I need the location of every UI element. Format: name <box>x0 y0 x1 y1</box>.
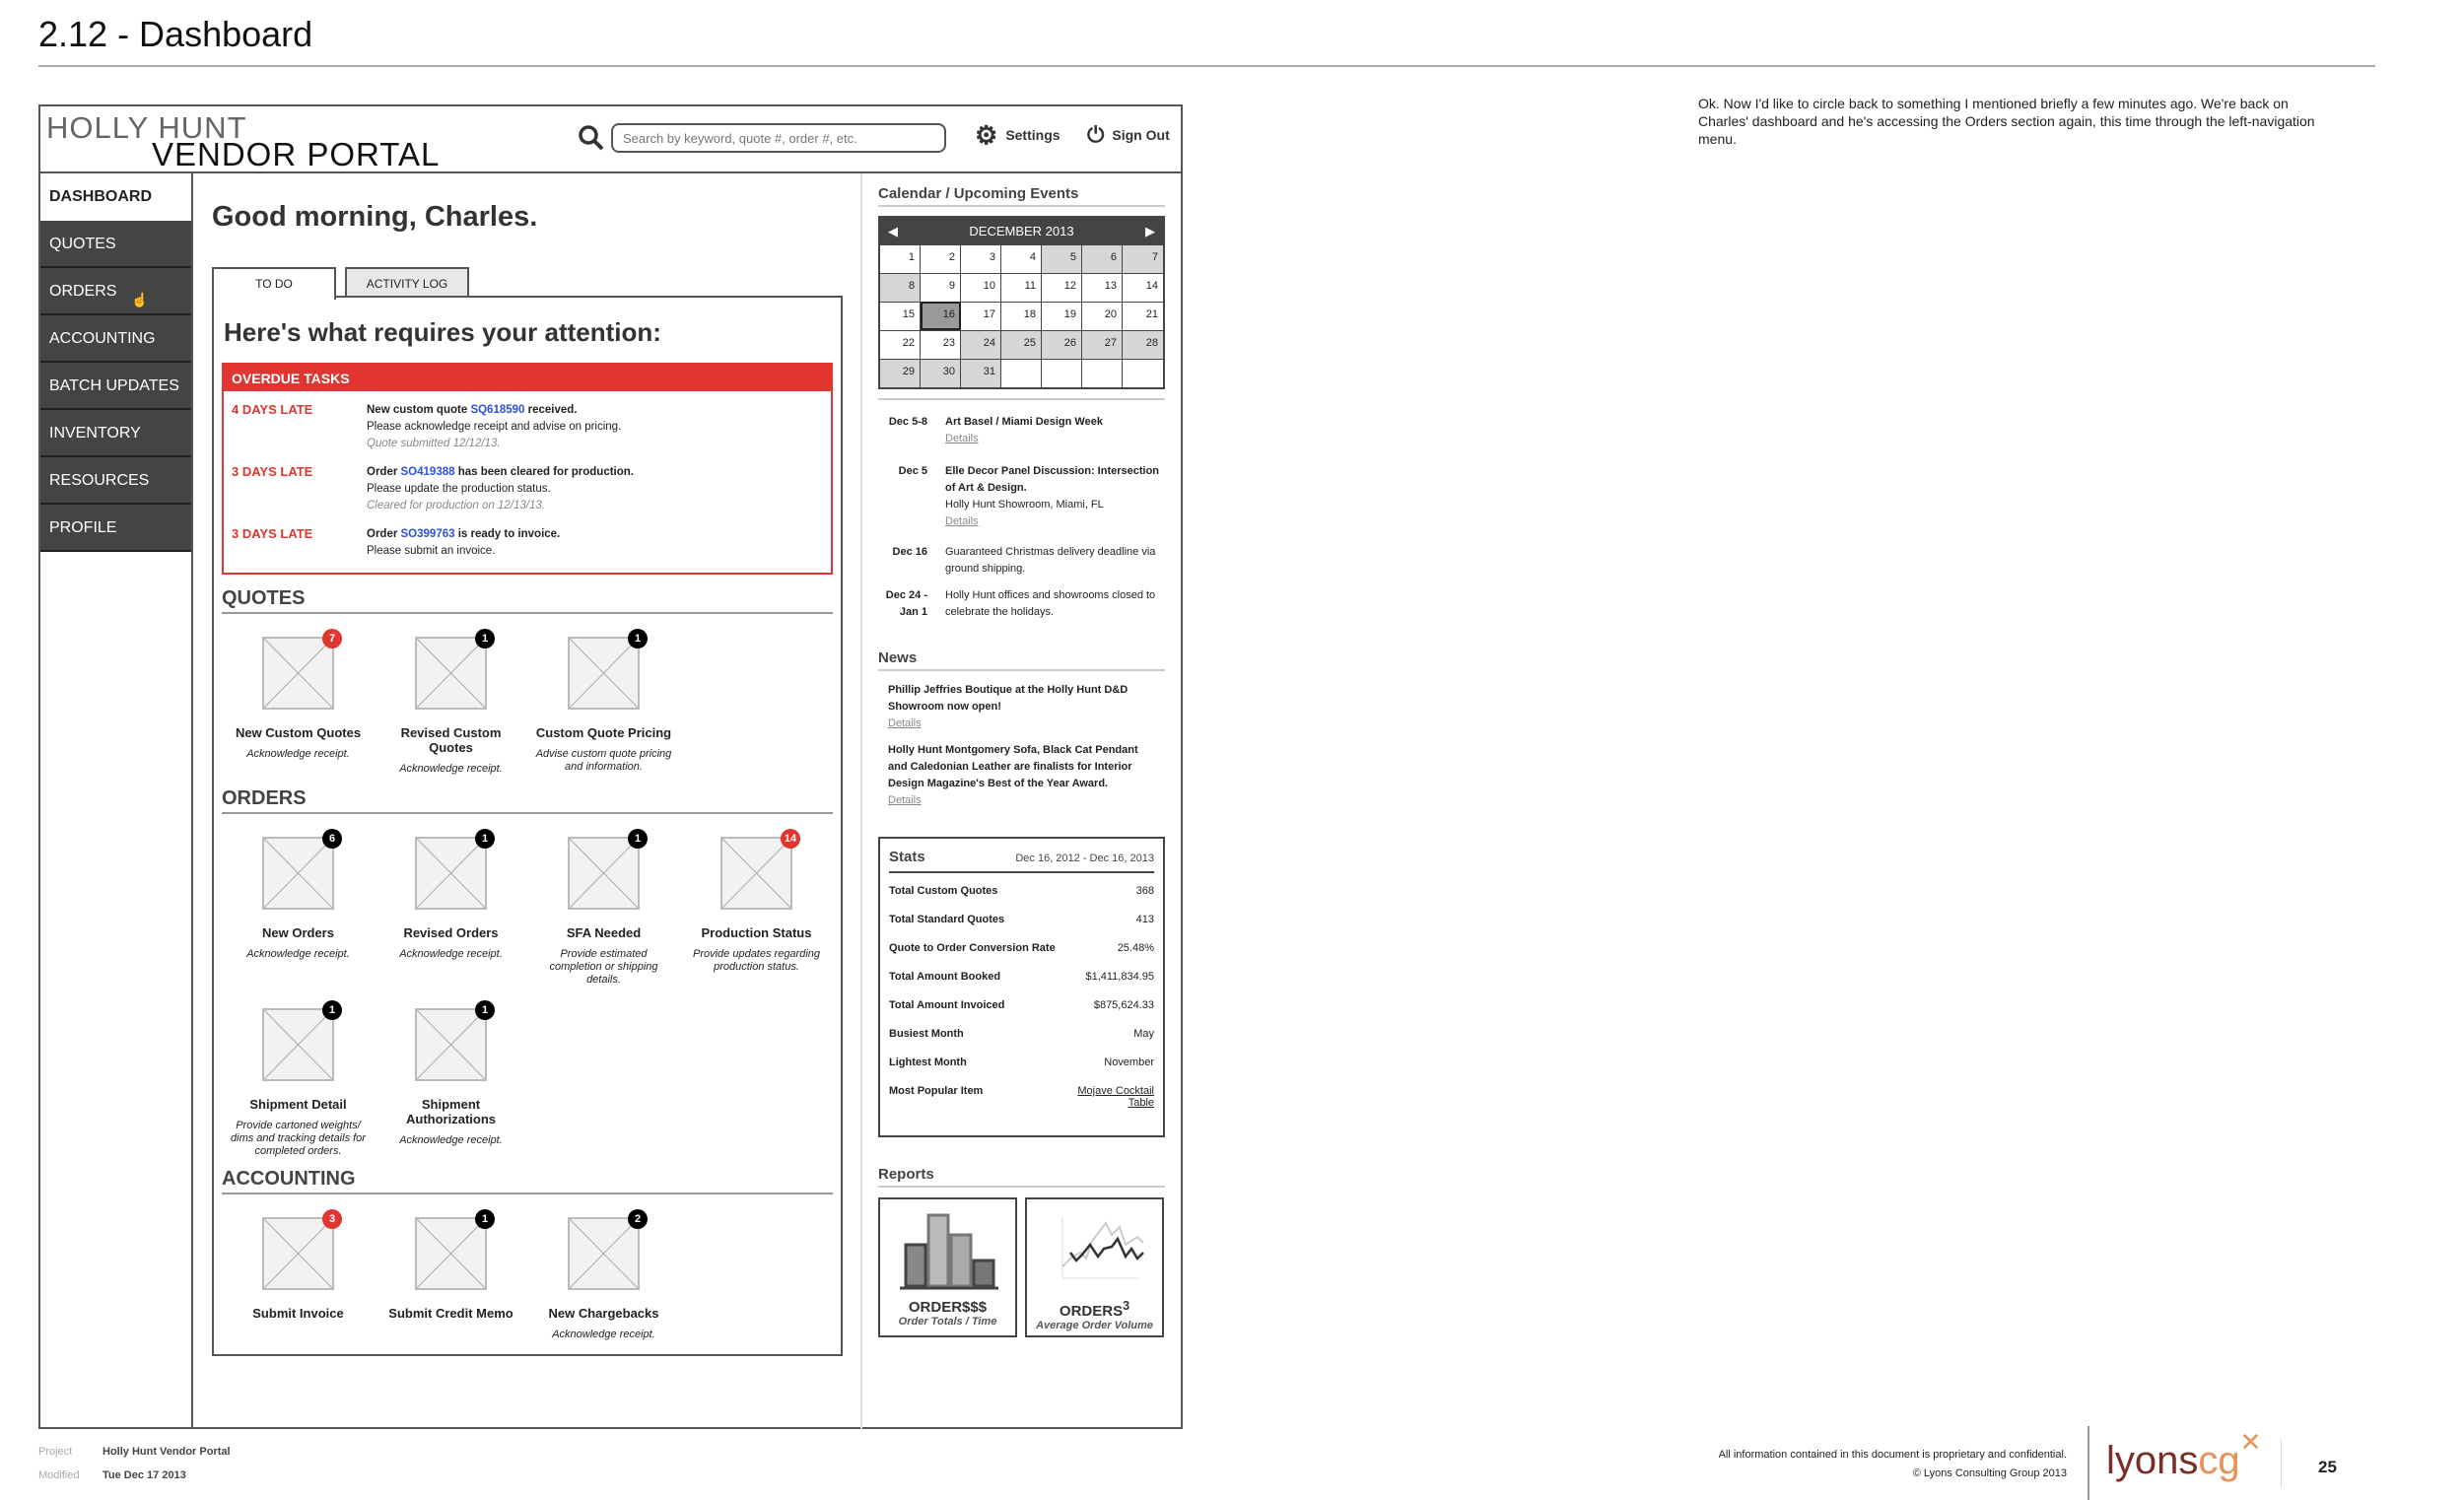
task-instruction: Please acknowledge receipt and advise on pricing. <box>367 421 622 433</box>
stat-value: May <box>1133 1028 1154 1040</box>
report-order-totals[interactable] <box>878 1197 1017 1337</box>
task-title-pre: Order <box>367 528 401 540</box>
line-chart-icon <box>1041 1207 1149 1294</box>
hand-cursor-icon: ☝ <box>131 292 149 307</box>
tile-label: Production Status <box>701 925 812 940</box>
count-badge: 6 <box>322 829 342 849</box>
tile-sfa-needed[interactable] <box>527 833 680 987</box>
placeholder-image-icon <box>568 633 642 710</box>
task-note: Cleared for production on 12/13/13. <box>367 500 545 511</box>
report-subtitle: Average Order Volume <box>1036 1320 1153 1331</box>
overdue-tasks-header: OVERDUE TASKS <box>224 365 831 391</box>
tile-new-custom-quotes[interactable] <box>222 633 375 761</box>
sidebar-item-batch-updates[interactable]: BATCH UPDATES <box>40 363 191 410</box>
calendar-day[interactable]: 31 <box>961 359 1001 387</box>
calendar-day[interactable]: 28 <box>1123 330 1163 359</box>
calendar-day[interactable]: 29 <box>880 359 921 387</box>
placeholder-image-icon <box>415 833 489 910</box>
calendar-day[interactable]: 20 <box>1082 302 1123 330</box>
calendar-day[interactable]: 9 <box>921 273 961 302</box>
report-title: ORDER$$$ <box>908 1299 988 1316</box>
event-title: Elle Decor Panel Discussion: Intersection of Art & Design. <box>945 465 1160 494</box>
task-title-post: received. <box>524 404 578 416</box>
tile-label: Revised Custom Quotes <box>400 725 502 755</box>
stat-row <box>889 914 1154 942</box>
placeholder-image-icon <box>415 1213 489 1290</box>
calendar-day[interactable]: 4 <box>1001 244 1042 273</box>
report-title-sup: 3 <box>1123 1299 1130 1313</box>
sign-out-label: Sign Out <box>1112 127 1170 143</box>
tile-label: New Chargebacks <box>548 1306 659 1321</box>
event-date: Dec 5 <box>898 465 927 477</box>
tile-label: New Orders <box>262 925 334 940</box>
tab-to-do[interactable]: TO DO <box>212 267 336 300</box>
section-heading-accounting: ACCOUNTING <box>222 1168 833 1194</box>
stat-value: 25.48% <box>1117 942 1154 954</box>
count-badge: 1 <box>322 1000 342 1020</box>
reports-title: Reports <box>878 1166 1165 1188</box>
todo-panel <box>212 296 843 1356</box>
calendar-day[interactable]: 23 <box>921 330 961 359</box>
event-body <box>945 587 1162 621</box>
task-title-post: is ready to invoice. <box>454 528 561 540</box>
attention-heading: Here's what requires your attention: <box>224 317 661 347</box>
calendar-day[interactable]: 7 <box>1123 244 1163 273</box>
calendar-day[interactable]: 3 <box>961 244 1001 273</box>
tile-label: Shipment Detail <box>249 1097 347 1112</box>
footer-divider-2 <box>2281 1439 2282 1488</box>
stat-label: Quote to Order Conversion Rate <box>889 942 1056 954</box>
count-badge: 1 <box>628 629 648 648</box>
calendar-day[interactable]: 18 <box>1001 302 1042 330</box>
sidebar-item-profile[interactable]: PROFILE <box>40 505 191 552</box>
count-badge: 7 <box>322 629 342 648</box>
sidebar-item-inventory[interactable]: INVENTORY <box>40 410 191 457</box>
task-title-post: has been cleared for production. <box>454 466 634 478</box>
tile-description: Acknowledge receipt. <box>399 948 503 960</box>
calendar-day[interactable]: 16 <box>921 302 961 330</box>
placeholder-image-icon <box>262 833 336 910</box>
count-badge: 1 <box>475 629 495 648</box>
stat-row <box>889 1028 1154 1057</box>
tile-new-orders[interactable] <box>222 833 375 961</box>
tile-description: Provide estimated completion or shipping details. <box>549 948 658 986</box>
stat-value: November <box>1104 1057 1154 1068</box>
task-title <box>367 464 634 481</box>
calendar-day[interactable]: 14 <box>1123 273 1163 302</box>
placeholder-image-icon <box>415 1004 489 1081</box>
stat-value: 368 <box>1135 885 1154 897</box>
sign-out-button[interactable] <box>1087 122 1170 147</box>
tile-label: Submit Credit Memo <box>388 1306 513 1321</box>
event-title: Art Basel / Miami Design Week <box>945 416 1103 428</box>
title-divider <box>38 65 2375 67</box>
calendar-day <box>1042 359 1082 387</box>
count-badge: 2 <box>628 1209 648 1229</box>
task-text <box>367 402 621 452</box>
placeholder-image-icon <box>415 633 489 710</box>
calendar-day[interactable]: 10 <box>961 273 1001 302</box>
stat-label: Lightest Month <box>889 1057 967 1068</box>
settings-button[interactable] <box>975 120 1061 150</box>
tile-label: New Custom Quotes <box>235 725 362 740</box>
calendar-day[interactable]: 17 <box>961 302 1001 330</box>
event-body <box>945 463 1162 530</box>
section-heading-quotes: QUOTES <box>222 587 833 614</box>
news-item <box>888 682 1159 732</box>
tile-description: Acknowledge receipt. <box>246 748 350 760</box>
report-title-text: ORDERS <box>1059 1303 1124 1320</box>
count-badge: 3 <box>322 1209 342 1229</box>
event-details-link[interactable]: Details <box>945 433 979 444</box>
calendar-day[interactable]: 21 <box>1123 302 1163 330</box>
prev-month-icon[interactable]: ◀ <box>888 224 898 239</box>
overdue-tasks <box>222 363 833 575</box>
count-badge: 1 <box>628 829 648 849</box>
stat-value[interactable]: Mojave Cocktail Table <box>1077 1085 1154 1109</box>
report-title <box>1027 1299 1162 1320</box>
order-link[interactable]: SQ618590 <box>470 404 525 416</box>
order-link[interactable]: SO419388 <box>400 466 455 478</box>
stats-range: Dec 16, 2012 - Dec 16, 2013 <box>1015 852 1154 864</box>
event-date: Dec 5-8 <box>888 416 927 428</box>
event-body <box>945 414 1162 447</box>
days-late-label: 3 DAYS LATE <box>232 526 313 541</box>
stat-label: Busiest Month <box>889 1028 964 1040</box>
stat-label: Most Popular Item <box>889 1085 984 1097</box>
calendar-day[interactable]: 25 <box>1001 330 1042 359</box>
task-title <box>367 402 621 419</box>
task-instruction: Please submit an invoice. <box>367 545 496 557</box>
tile-production-status[interactable] <box>680 833 833 974</box>
calendar-day[interactable]: 13 <box>1082 273 1123 302</box>
stat-row <box>889 1057 1154 1085</box>
news-title: News <box>878 649 1165 671</box>
sidebar-item-dashboard[interactable]: DASHBOARD <box>40 173 191 221</box>
calendar-day[interactable]: 30 <box>921 359 961 387</box>
calendar <box>878 216 1165 389</box>
tile-revised-orders[interactable] <box>375 833 527 961</box>
power-icon: ⏻ <box>1087 122 1105 147</box>
sidebar-item-accounting[interactable]: ACCOUNTING <box>40 315 191 363</box>
calendar-day[interactable]: 2 <box>921 244 961 273</box>
portal-header <box>40 106 1181 173</box>
tile-shipment-authorizations[interactable] <box>375 1004 527 1147</box>
tile-new-chargebacks[interactable] <box>527 1213 680 1341</box>
task-text <box>367 526 560 560</box>
stat-label: Total Amount Invoiced <box>889 999 1005 1011</box>
calendar-day <box>1001 359 1042 387</box>
task-instruction: Please update the production status. <box>367 483 551 495</box>
modified-label: Modified <box>38 1469 80 1481</box>
count-badge: 14 <box>781 829 800 849</box>
bar-chart-icon <box>894 1207 1002 1294</box>
greeting: Good morning, Charles. <box>212 201 538 233</box>
placeholder-image-icon <box>262 1213 336 1290</box>
days-late-label: 3 DAYS LATE <box>232 464 313 479</box>
count-badge: 1 <box>475 829 495 849</box>
portal-mockup <box>38 104 1183 1429</box>
task-text <box>367 464 634 514</box>
placeholder-image-icon <box>262 633 336 710</box>
calendar-day[interactable]: 27 <box>1082 330 1123 359</box>
tile-description: Advise custom quote pricing and information. <box>535 748 672 773</box>
tile-custom-quote-pricing[interactable] <box>527 633 680 774</box>
stats-title: Stats <box>889 849 925 865</box>
count-badge: 1 <box>475 1209 495 1229</box>
calendar-day[interactable]: 1 <box>880 244 921 273</box>
news-headline: Holly Hunt Montgomery Sofa, Black Cat Pendant and Caledonian Leather are finalists for Interior Design Magazine's Best of the Year Award. <box>888 744 1138 789</box>
calendar-month: DECEMBER 2013 <box>969 224 1074 239</box>
footer-divider <box>2088 1426 2089 1500</box>
tile-description: Provide cartoned weights/ dims and tracking details for completed orders. <box>231 1120 366 1157</box>
news-headline: Phillip Jeffries Boutique at the Holly Hunt D&D Showroom now open! <box>888 684 1129 713</box>
logo-line1: HOLLY HUNT <box>46 110 247 145</box>
sidebar-item-quotes[interactable]: QUOTES <box>40 221 191 268</box>
days-late-label: 4 DAYS LATE <box>232 402 313 417</box>
stat-row <box>889 885 1154 914</box>
event-body <box>945 544 1162 578</box>
tile-revised-custom-quotes[interactable] <box>375 633 527 776</box>
search-icon[interactable] <box>578 124 605 152</box>
news-details-link[interactable]: Details <box>888 717 922 729</box>
event-date: Dec 24 - Jan 1 <box>885 589 927 618</box>
tile-label: Revised Orders <box>403 925 499 940</box>
left-navigation <box>40 173 193 1429</box>
event-details-link[interactable]: Details <box>945 515 979 527</box>
column-divider <box>860 173 862 1429</box>
task-note: Quote submitted 12/12/13. <box>367 438 501 449</box>
placeholder-image-icon <box>720 833 797 910</box>
event-description: Guaranteed Christmas delivery deadline via ground shipping. <box>945 546 1156 575</box>
calendar-title: Calendar / Upcoming Events <box>878 185 1165 207</box>
lyonscg-logo <box>2106 1427 2262 1483</box>
calendar-day[interactable]: 8 <box>880 273 921 302</box>
task-title-pre: New custom quote <box>367 404 471 416</box>
tile-label: Custom Quote Pricing <box>535 725 672 740</box>
tile-label: Shipment Authorizations <box>406 1097 496 1126</box>
tab-activity-log[interactable]: ACTIVITY LOG <box>345 267 469 298</box>
page-number: 25 <box>2318 1458 2337 1476</box>
stat-value: $875,624.33 <box>1093 999 1154 1011</box>
sidebar-item-orders[interactable]: ORDERS ☝ <box>40 268 191 315</box>
stat-row <box>889 942 1154 971</box>
next-month-icon[interactable]: ▶ <box>1145 224 1155 239</box>
logo-x-icon: ✕ <box>2239 1427 2262 1457</box>
calendar-day[interactable]: 12 <box>1042 273 1082 302</box>
calendar-day[interactable]: 19 <box>1042 302 1082 330</box>
tile-submit-credit-memo[interactable] <box>375 1213 527 1321</box>
tile-shipment-detail[interactable] <box>222 1004 375 1158</box>
stat-row <box>889 971 1154 999</box>
sidebar-item-resources[interactable]: RESOURCES <box>40 457 191 505</box>
calendar-grid <box>880 244 1163 387</box>
modified-date: Tue Dec 17 2013 <box>103 1469 186 1481</box>
calendar-day[interactable]: 26 <box>1042 330 1082 359</box>
presenter-notes: Ok. Now I'd like to circle back to something I mentioned briefly a few minutes ago. We're back on Charles' dashboard and he's accessing the Orders section again, this time through the left-navigation menu. <box>1698 96 2315 147</box>
news-item <box>888 742 1159 809</box>
project-name: Holly Hunt Vendor Portal <box>103 1446 231 1458</box>
count-badge: 1 <box>475 1000 495 1020</box>
task-title-pre: Order <box>367 466 401 478</box>
events-divider <box>878 398 1165 400</box>
report-average-order-volume[interactable] <box>1025 1197 1164 1337</box>
stat-value: 413 <box>1135 914 1154 925</box>
event-description: Holly Hunt offices and showrooms closed to celebrate the holidays. <box>945 589 1156 618</box>
calendar-day <box>1123 359 1163 387</box>
calendar-day <box>1082 359 1123 387</box>
calendar-header <box>880 218 1163 244</box>
stat-row <box>889 1085 1154 1114</box>
event-date: Dec 16 <box>892 546 927 558</box>
tile-description: Acknowledge receipt. <box>399 763 503 775</box>
slide-title: 2.12 - Dashboard <box>38 14 313 54</box>
settings-label: Settings <box>1005 127 1061 143</box>
event-description: Holly Hunt Showroom, Miami, FL <box>945 499 1104 511</box>
tile-label: SFA Needed <box>566 925 642 940</box>
section-heading-orders: ORDERS <box>222 787 833 814</box>
tile-description: Acknowledge receipt. <box>552 1329 655 1340</box>
stats-panel <box>878 837 1165 1137</box>
gear-icon: ⚙ <box>975 120 998 150</box>
logo-text-b: cg <box>2198 1439 2240 1482</box>
calendar-day[interactable]: 5 <box>1042 244 1082 273</box>
logo-text-a: lyons <box>2106 1439 2199 1482</box>
search-input[interactable] <box>611 123 946 153</box>
confidential-notice: All information contained in this document is proprietary and confidential. <box>1718 1449 2067 1461</box>
logo-line2: VENDOR PORTAL <box>152 136 441 172</box>
placeholder-image-icon <box>262 1004 336 1081</box>
calendar-day[interactable]: 6 <box>1082 244 1123 273</box>
task-title <box>367 526 560 543</box>
stat-label: Total Custom Quotes <box>889 885 998 897</box>
stat-row <box>889 999 1154 1028</box>
tile-submit-invoice[interactable] <box>222 1213 375 1321</box>
calendar-day[interactable]: 11 <box>1001 273 1042 302</box>
stat-value: $1,411,834.95 <box>1085 971 1154 983</box>
copyright: © Lyons Consulting Group 2013 <box>1912 1467 2067 1479</box>
stat-label: Total Amount Booked <box>889 971 1001 983</box>
calendar-day[interactable]: 24 <box>961 330 1001 359</box>
order-link[interactable]: SO399763 <box>400 528 455 540</box>
calendar-day[interactable]: 15 <box>880 302 921 330</box>
news-details-link[interactable]: Details <box>888 794 922 806</box>
tile-label: Submit Invoice <box>252 1306 344 1321</box>
report-subtitle: Order Totals / Time <box>898 1316 997 1328</box>
tile-description: Acknowledge receipt. <box>246 948 350 960</box>
tile-description: Acknowledge receipt. <box>399 1134 503 1146</box>
stat-label: Total Standard Quotes <box>889 914 1005 925</box>
tile-description: Provide updates regarding production status. <box>692 948 821 973</box>
placeholder-image-icon <box>568 1213 642 1290</box>
calendar-day[interactable]: 22 <box>880 330 921 359</box>
placeholder-image-icon <box>568 833 642 910</box>
project-label: Project <box>38 1446 73 1458</box>
